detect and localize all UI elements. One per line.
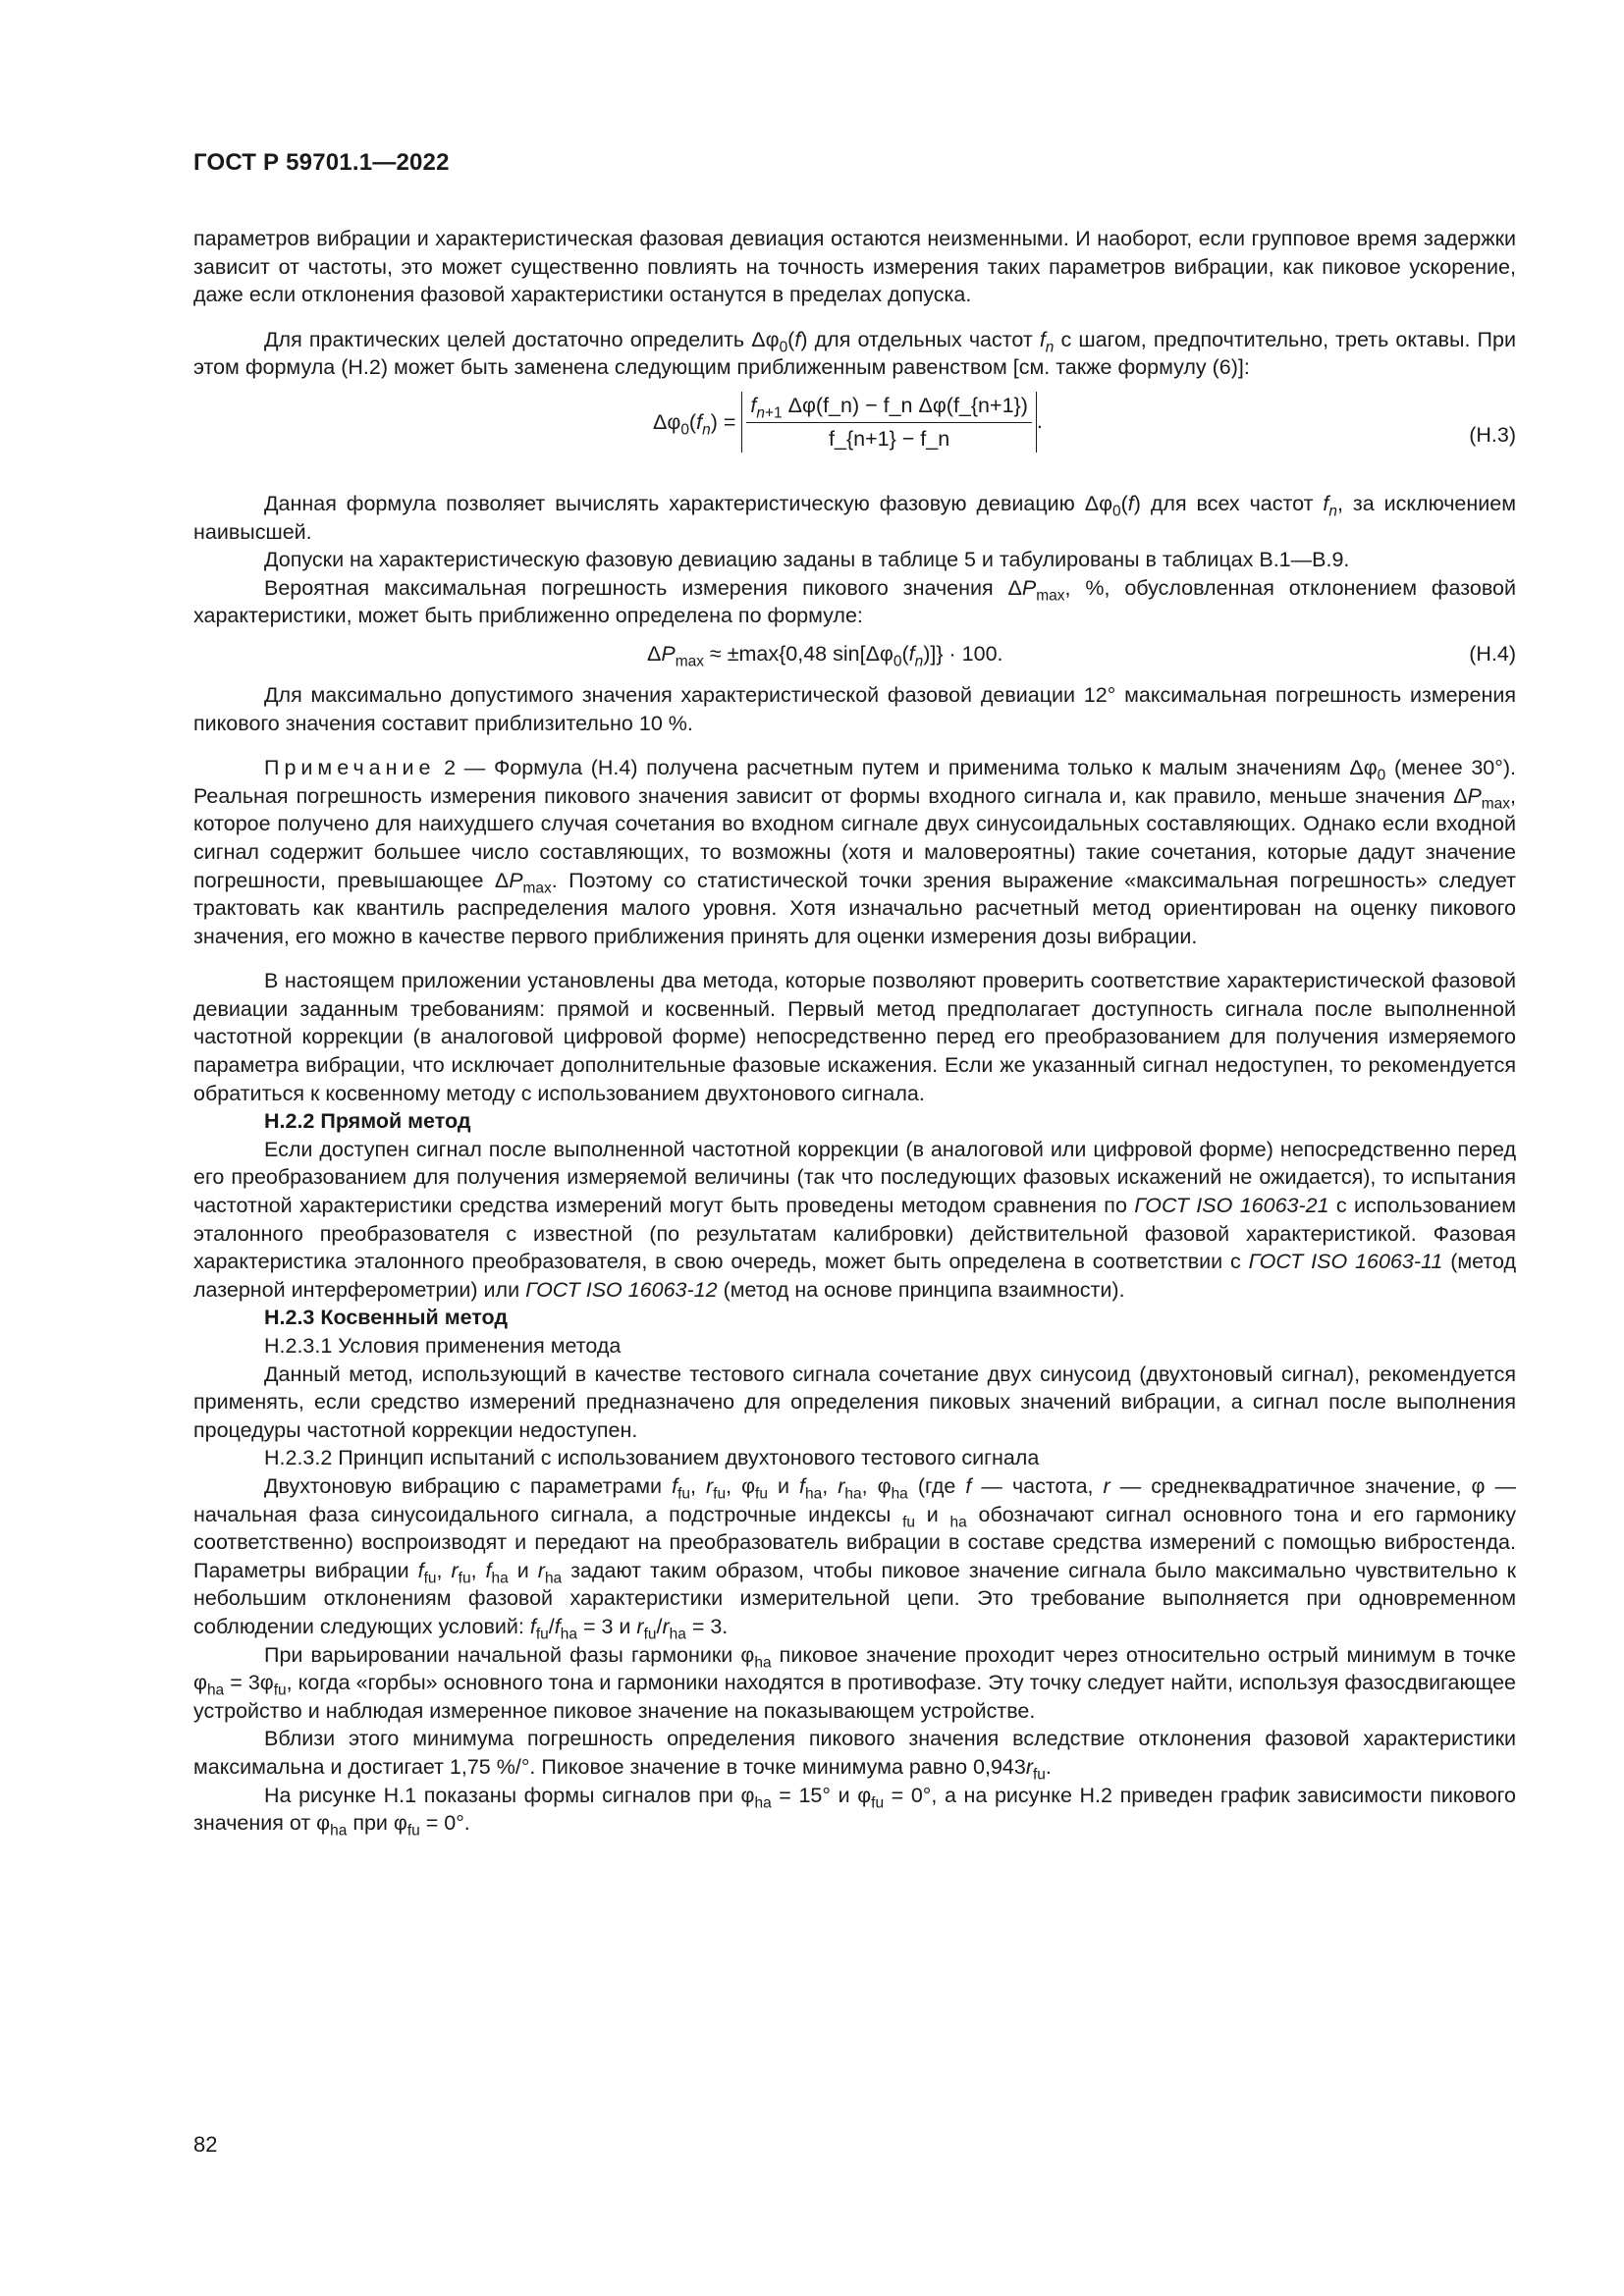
paragraph: Если доступен сигнал после выполненной частотной коррекции (в аналоговой или цифровой форме) непосредственно перед его преобразованием для получения измеряемой величины (так что последующих фазовых искажений не ожидается), то испытания частотной характеристики средства измерений могут быть проведены методом сравнения по ГОСТ ISO 16063-21 с использованием эталонного преобразователя с известной (по результатам калибровки) действительной фазовой характеристикой. Фазовая характеристика эталонного преобразователя, в свою очередь, может быть определена в соответствии с ГОСТ ISO 16063-11 (метод лазерной интерферометрии) или ГОСТ ISO 16063-12 (метод на основе принципа взаимности). <box>193 1137 1517 1302</box>
formula-h3: $\Delta\varphi_0(f_n)$ = $\frac{f_{n+1} \Delta\varphi(f\_n) - f\_n \Delta\varphi(f\_\{n+1\})}{f\_\{n+1\} - f\_n}$ . (Н.3) <box>193 392 1516 482</box>
paragraph: Двухтоновую вибрацию с параметрами $f_{fu}$, $r_{fu}$, $\varphi_{fu}$ и $f_{ha}$, $r_{ha}$, $\varphi_{ha}$ (где f — частота, r — среднеквадратичное значение, φ — начальная фаза синусоидального сигнала, а подстрочные индексы $_{fu}$ и $_{ha}$ обозначают сигнал основного тона и его гармонику соответственно) воспроизводят и передают на преобразователь вибрации в составе средства измерений с помощью вибростенда. Параметры вибрации $f_{fu}$, $r_{fu}$, $f_{ha}$ и $r_{ha}$ задают таким образом, чтобы пиковое значение сигнала было максимально чувствительно к небольшим отклонениям фазовой характеристики измерительной цепи. Это требование выполняется при одновременном соблюдении следующих условий: $f_{fu}/f_{ha} = 3$ и $r_{fu}/r_{ha} = 3$. <box>193 1473 1516 1643</box>
subsection-heading: Н.2.3.2 Принцип испытаний с использованием двухтонового тестового сигнала <box>264 1446 1040 1470</box>
subsection-heading: Н.2.3.1 Условия применения метода <box>264 1334 622 1358</box>
equation-number: (Н.4) <box>1469 641 1516 666</box>
paragraph: параметров вибрации и характеристическая фазовая девиация остаются неизменными. И наоборот, если групповое время задержки зависит от частоты, это может существенно повлиять на точность измерения таких параметров вибрации, как пиковое ускорение, даже если отклонения фазовой характеристики останутся в пределах допуска. <box>193 227 1516 307</box>
formula-h4: $\Delta P_{max} \approx \pm\max\{0,48$ $\sin[\Delta\varphi_0(f_n)]\} \cdot 100$. (Н.4) <box>647 641 1516 670</box>
page-number: 82 <box>193 2132 218 2157</box>
section-heading: Н.2.3 Косвенный метод <box>264 1306 509 1330</box>
paragraph: На рисунке Н.1 показаны формы сигналов при $\varphi_{ha} = 15^\circ$ и $\varphi_{fu} = 0^\circ$, а на рисунке Н.2 приведен график зависимости пикового значения от $\varphi_{ha}$ при $\varphi_{fu} = 0^\circ$. <box>193 1783 1516 1840</box>
paragraph: Вероятная максимальная погрешность измерения пикового значения $\Delta P_{max}$, %, обусловленная отклонением фазовой характеристики, может быть приближенно определена по формуле: <box>193 575 1516 628</box>
section-heading: Н.2.2 Прямой метод <box>264 1109 471 1134</box>
paragraph: Данный метод, использующий в качестве тестового сигнала сочетание двух синусоид (двухтоновый сигнал), рекомендуется применять, если средство измерений предназначено для определения пиковых значений вибрации, а сигнал после выполнения процедуры частотной коррекции недоступен. <box>193 1362 1516 1442</box>
paragraph: Допуски на характеристическую фазовую девиацию заданы в таблице 5 и табулированы в таблицах В.1—В.9. <box>264 548 1350 572</box>
paragraph: Для практических целей достаточно определить $\Delta\varphi_0(f)$ для отдельных частот $f_n$ с шагом, предпочтительно, треть октавы. При этом формула (Н.2) может быть заменена следующим приближенным равенством [см. также формулу (6)]: <box>193 327 1516 380</box>
page-body <box>193 225 1516 1838</box>
paragraph: Вблизи этого минимума погрешность определения пикового значения вследствие отклонения фазовой характеристики максимальна и достигает 1,75 %/°. Пиковое значение в точке минимума равно $0,943r_{fu}$. <box>193 1727 1516 1784</box>
paragraph: В настоящем приложении установлены два метода, которые позволяют проверить соответствие характеристической фазовой девиации заданным требованиям: прямой и косвенный. Первый метод предполагает доступность сигнала после выполненной частотной коррекции (в аналоговой цифровой форме) непосредственно перед его преобразованием для получения измеряемого параметра вибрации, что исключает дополнительные фазовые искажения. Если же указанный сигнал недоступен, то рекомендуется обратиться к косвенному методу с использованием двухтонового сигнала. <box>193 969 1516 1105</box>
note: Примечание 2 — Формула (Н.4) получена расчетным путем и применима только к малым значениям $\Delta\varphi_0$ (менее 30°). Реальная погрешность измерения пикового значения зависит от формы входного сигнала и, как правило, меньше значения $\Delta P_{max}$, которое получено для наихудшего случая сочетания во входном сигнале двух синусоидальных составляющих. Однако если входной сигнал содержит большее число составляющих, то возможны (хотя и маловероятны) такие сочетания, которые дадут значение погрешности, превышающее $\Delta P_{max}$. Поэтому со статистической точки зрения выражение «максимальная погрешность» следует трактовать как квантиль распределения малого уровня. Хотя изначально расчетный метод ориентирован на оценку пикового значения, его можно в качестве первого приближения принять для оценки измерения дозы вибрации. <box>193 756 1516 948</box>
paragraph: Для максимально допустимого значения характеристической фазовой девиации 12° максимальная погрешность измерения пикового значения составит приблизительно 10 %. <box>193 682 1516 735</box>
paragraph: При варьировании начальной фазы гармоники $\varphi_{ha}$ пиковое значение проходит через относительно острый минимум в точке $\varphi_{ha} = 3\varphi_{fu}$, когда «горбы» основного тона и гармоники находятся в противофазе. Эту точку следует найти, используя фазосдвигающее устройство и наблюдая измеренное пиковое значение на показывающем устройстве. <box>193 1642 1516 1723</box>
page-header: ГОСТ Р 59701.1—2022 <box>193 149 450 176</box>
paragraph: Данная формула позволяет вычислять характеристическую фазовую девиацию $\Delta\varphi_0(f)$ для всех частот $f_n$, за исключением наивысшей. <box>193 491 1517 544</box>
equation-number: (Н.3) <box>1469 422 1516 447</box>
